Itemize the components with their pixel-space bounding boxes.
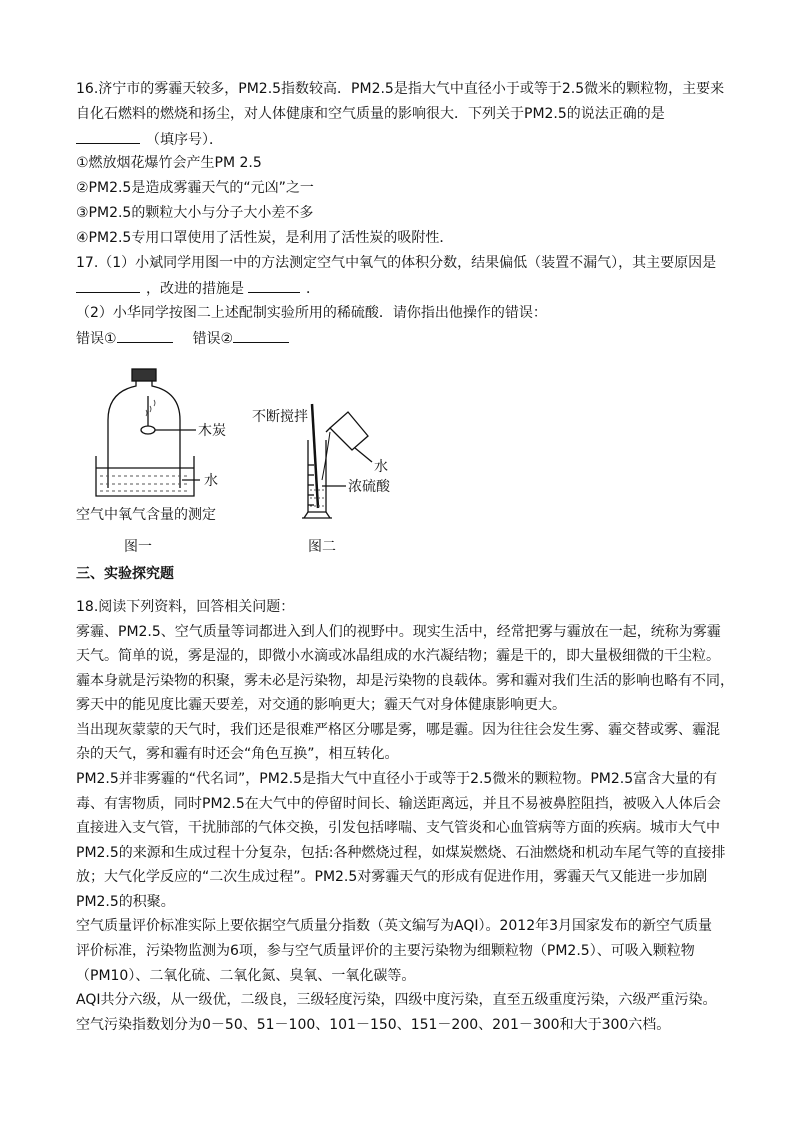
fig1-charcoal-label: 木炭 bbox=[198, 423, 226, 439]
fig1-name: 图一 bbox=[124, 539, 152, 555]
q18-line: 空气质量评价标准实际上要依据空气质量分指数（英文编写为AQI）。2012年3月国家发布的新空气质量 bbox=[76, 918, 713, 934]
q17-line2-end: ． bbox=[306, 281, 320, 297]
fig2-stir-label: 不断搅拌 bbox=[252, 409, 308, 425]
q18-line: 雾天中的能见度比霾天要差，对交通的影响更大；霾天气对身体健康影响更大。 bbox=[76, 697, 566, 713]
q18-line: 雾霾、PM2.5、空气质量等词都进入到人们的视野中。现实生活中，经常把雾与霾放在一起，统称为雾霾 bbox=[76, 624, 721, 640]
q17-line1: 17.（1）小斌同学用图一中的方法测定空气中氧气的体积分数，结果偏低（装置不漏气），其主要原因是 bbox=[76, 255, 717, 271]
q16-option2: ②PM2.5是造成雾霾天气的“元凶”之一 bbox=[76, 180, 314, 196]
figures-svg bbox=[0, 0, 794, 560]
q16-option4: ④PM2.5专用口罩使用了活性炭，是利用了活性炭的吸附性． bbox=[76, 230, 454, 246]
fig2-acid-label: 浓硫酸 bbox=[348, 479, 390, 495]
q18-line: 天气。简单的说，雾是湿的，即微小水滴或冰晶组成的水汽凝结物；霾是干的，即大量极细微的干尘粒。 bbox=[76, 648, 720, 664]
q18-line: 杂的天气，雾和霾有时还会“角色互换”，相互转化。 bbox=[76, 746, 399, 762]
q18-line: 直接进入支气管，干扰肺部的气体交换，引发包括哮喘、支气管炎和心血管病等方面的疾病。城市大气中 bbox=[76, 820, 720, 836]
stirring-rod bbox=[312, 404, 318, 508]
q18-line: 毒、有害物质，同时PM2.5在大气中的停留时间长、输送距离远，并且不易被鼻腔阻挡，被吸入人体后会 bbox=[76, 796, 721, 812]
fig1-caption: 空气中氧气含量的测定 bbox=[76, 507, 216, 523]
error2-label: 错误② bbox=[192, 331, 234, 347]
q18-line: （PM10）、二氧化硫、二氧化氮、臭氧、一氧化碳等。 bbox=[76, 968, 416, 984]
water-dashes bbox=[100, 476, 190, 491]
q18-line: 霾本身就是污染物的积聚，雾未必是污染物，却是污染物的良载体。雾和霾对我们生活的影响也略有不同， bbox=[76, 673, 734, 689]
bell-jar-apparatus bbox=[96, 369, 200, 496]
q18-line: PM2.5并非雾霾的“代名词”，PM2.5是指大气中直径小于或等于2.5微米的颗粒物。PM2.5富含大量的有 bbox=[76, 771, 718, 787]
cylinder-apparatus bbox=[302, 404, 372, 518]
error1-label: 错误① bbox=[76, 331, 117, 347]
q17-improve-label: ，改进的措施是 bbox=[146, 281, 244, 297]
fig2-water-label: 水 bbox=[374, 459, 388, 475]
q18-line: 空气污染指数划分为0－50、51－100、101－150、151－200、201－300和大于300六档。 bbox=[76, 1017, 671, 1033]
q18-line: PM2.5的积聚。 bbox=[76, 894, 175, 910]
q18-line: 当出现灰蒙蒙的天气时，我们还是很难严格区分哪是雾，哪是霾。因为往往会发生雾、霾交替或雾、霾混 bbox=[76, 722, 720, 738]
fig2-name: 图二 bbox=[308, 539, 336, 555]
beaker-icon bbox=[330, 412, 368, 450]
section-heading: 三、实验探究题 bbox=[76, 566, 174, 582]
q16-option3: ③PM2.5的颗粒大小与分子大小差不多 bbox=[76, 205, 314, 221]
q16-line1: 16.济宁市的雾霾天较多，PM2.5指数较高．PM2.5是指大气中直径小于或等于2.5微米的颗粒物，主要来 bbox=[76, 81, 725, 97]
bell-jar-right bbox=[152, 381, 180, 488]
q18-line: 评价标准，污染物监测为6项，参与空气质量评价的主要污染物为细颗粒物（PM2.5）、可吸入颗粒物 bbox=[76, 943, 695, 959]
fig1-water-label: 水 bbox=[204, 473, 218, 489]
q16-line2: 自化石燃料的燃烧和扬尘，对人体健康和空气质量的影响很大．下列关于PM2.5的说法正确的是 bbox=[76, 106, 665, 122]
water-leader-2 bbox=[355, 448, 372, 462]
q18-line: 放；大气化学反应的“二次生成过程”。PM2.5对雾霾天气的形成有促进作用，雾霾天气又能进一步加剧 bbox=[76, 869, 708, 885]
stopper-icon bbox=[132, 369, 156, 381]
q18-line: AQI共分六级，从一级优，二级良，三级轻度污染，四级中度污染，直至五级重度污染，六级严重污染。 bbox=[76, 992, 717, 1008]
q18-line: PM2.5的来源和生成过程十分复杂，包括:各种燃烧过程，如煤炭燃烧、石油燃烧和机动车尾气等的直接排 bbox=[76, 845, 726, 861]
q18-line: 18.阅读下列资料，回答相关问题： bbox=[76, 599, 295, 615]
bell-jar-left bbox=[108, 381, 136, 488]
q16-option1: ①燃放烟花爆竹会产生PM 2.5 bbox=[76, 155, 262, 171]
q17-line3: （2）小华同学按图二上述配制实验所用的稀硫酸．请你指出他操作的错误： bbox=[76, 305, 547, 321]
spoon-bowl bbox=[141, 426, 155, 434]
q16-fill-hint: （填序号）． bbox=[146, 132, 223, 148]
